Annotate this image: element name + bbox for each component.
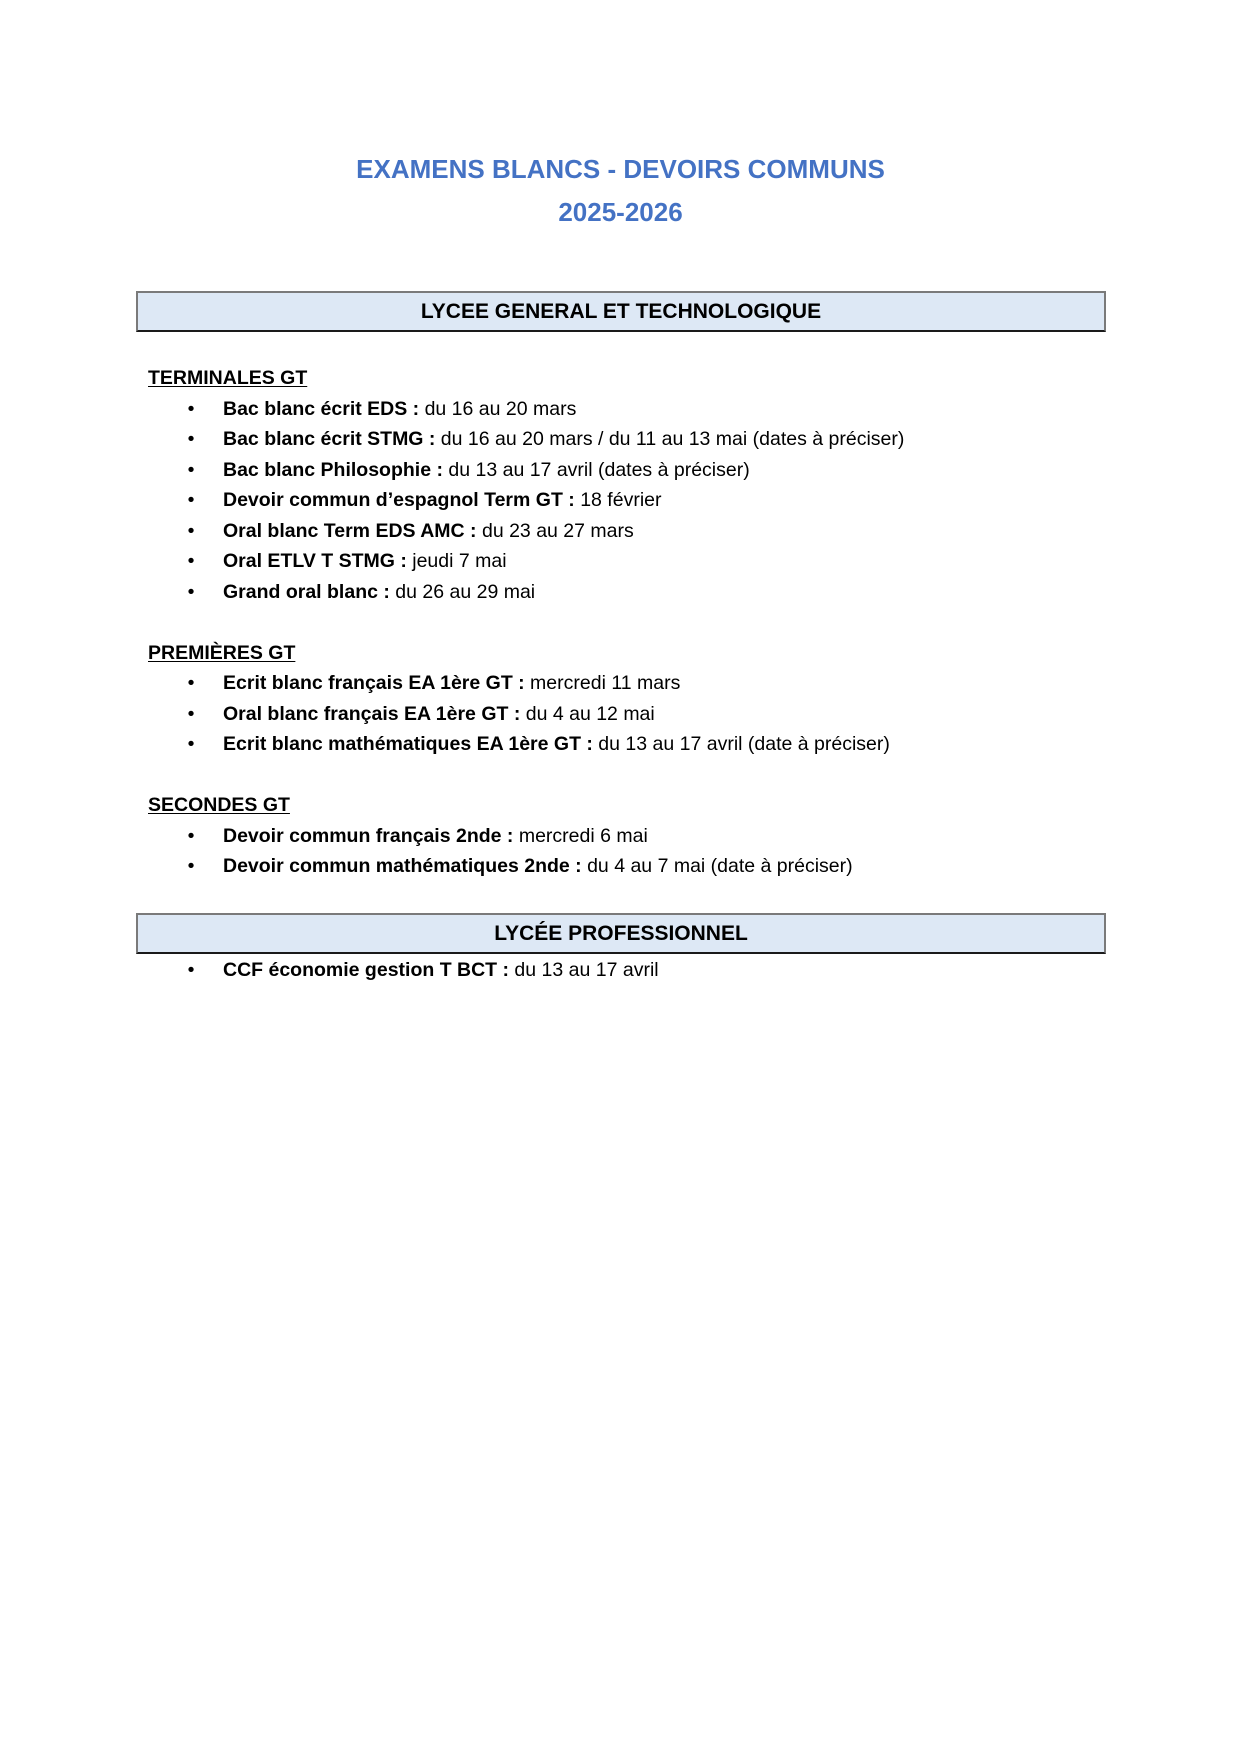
item-value: mercredi 11 mars [524, 672, 681, 694]
item-label: Oral blanc français EA 1ère GT : [223, 702, 521, 725]
spacer [0, 607, 1241, 638]
bullet-icon: • [187, 428, 195, 450]
list-item [0, 394, 1241, 425]
item-label: Devoir commun d’espagnol Term GT : [223, 489, 575, 511]
bullet-icon: • [187, 458, 195, 481]
bullet-icon: • [187, 855, 195, 877]
item-label: Oral blanc Term EDS AMC : [223, 519, 477, 542]
item-value: 18 février [574, 489, 662, 511]
item-label: Ecrit blanc mathématiques EA 1ère GT : [223, 733, 593, 755]
item-label: Grand oral blanc : [223, 580, 390, 603]
item-label: Oral ETLV T STMG : [223, 550, 407, 572]
section-lycee-general-content [0, 363, 1241, 882]
bullet-icon: • [187, 397, 195, 420]
bullet-icon: • [187, 702, 195, 725]
item-label: Devoir commun mathématiques 2nde : [223, 855, 582, 877]
item-label: Bac blanc écrit STMG : [223, 428, 436, 450]
list-item [0, 668, 1241, 699]
list-item [0, 729, 1241, 760]
bullet-icon: • [187, 550, 195, 572]
bullet-icon: • [187, 489, 195, 511]
bullet-icon: • [187, 733, 195, 755]
list-item [0, 699, 1241, 730]
list-item [0, 851, 1241, 882]
list-item [0, 546, 1241, 577]
item-value: jeudi 7 mai [406, 550, 507, 572]
bullet-icon: • [187, 672, 195, 694]
bullet-icon: • [187, 959, 195, 981]
group-heading-premieres: PREMIÈRES GT [148, 641, 296, 664]
document-year: 2025-2026 [558, 197, 683, 227]
bullet-icon: • [187, 519, 195, 542]
list-item [0, 455, 1241, 486]
item-value: mercredi 6 mai [513, 824, 648, 847]
list-item [0, 424, 1241, 455]
bullet-icon: • [187, 580, 195, 603]
item-label: CCF économie gestion T BCT : [223, 959, 510, 981]
item-value: du 4 au 12 mai [520, 702, 655, 725]
list-item [0, 955, 1241, 986]
list-item [0, 821, 1241, 852]
item-value: du 16 au 20 mars / du 11 au 13 mai (dates à préciser) [435, 428, 905, 450]
section-lycee-professionnel-content [0, 955, 1241, 986]
group-heading-secondes: SECONDES GT [148, 794, 290, 816]
section-banner-lycee-professionnel: LYCÉE PROFESSIONNEL [136, 913, 1106, 954]
item-value: du 23 au 27 mars [476, 519, 634, 542]
list-item [0, 577, 1241, 608]
item-value: du 13 au 17 avril (dates à préciser) [442, 458, 750, 481]
section-banner-lycee-general: LYCEE GENERAL ET TECHNOLOGIQUE [136, 291, 1106, 332]
document-title: EXAMENS BLANCS - DEVOIRS COMMUNS [356, 154, 885, 184]
item-label: Ecrit blanc français EA 1ère GT : [223, 672, 525, 694]
item-value: du 13 au 17 avril [509, 959, 659, 981]
item-value: du 16 au 20 mars [419, 397, 577, 420]
bullet-icon: • [187, 824, 195, 847]
list-item [0, 485, 1241, 516]
item-label: Bac blanc Philosophie : [223, 458, 443, 481]
list-item [0, 516, 1241, 547]
item-value: du 4 au 7 mai (date à préciser) [581, 855, 853, 877]
spacer [0, 760, 1241, 791]
item-value: du 13 au 17 avril (date à préciser) [592, 733, 890, 755]
item-label: Bac blanc écrit EDS : [223, 397, 420, 420]
item-value: du 26 au 29 mai [389, 580, 536, 603]
item-label: Devoir commun français 2nde : [223, 824, 514, 847]
group-heading-terminales: TERMINALES GT [148, 367, 308, 389]
